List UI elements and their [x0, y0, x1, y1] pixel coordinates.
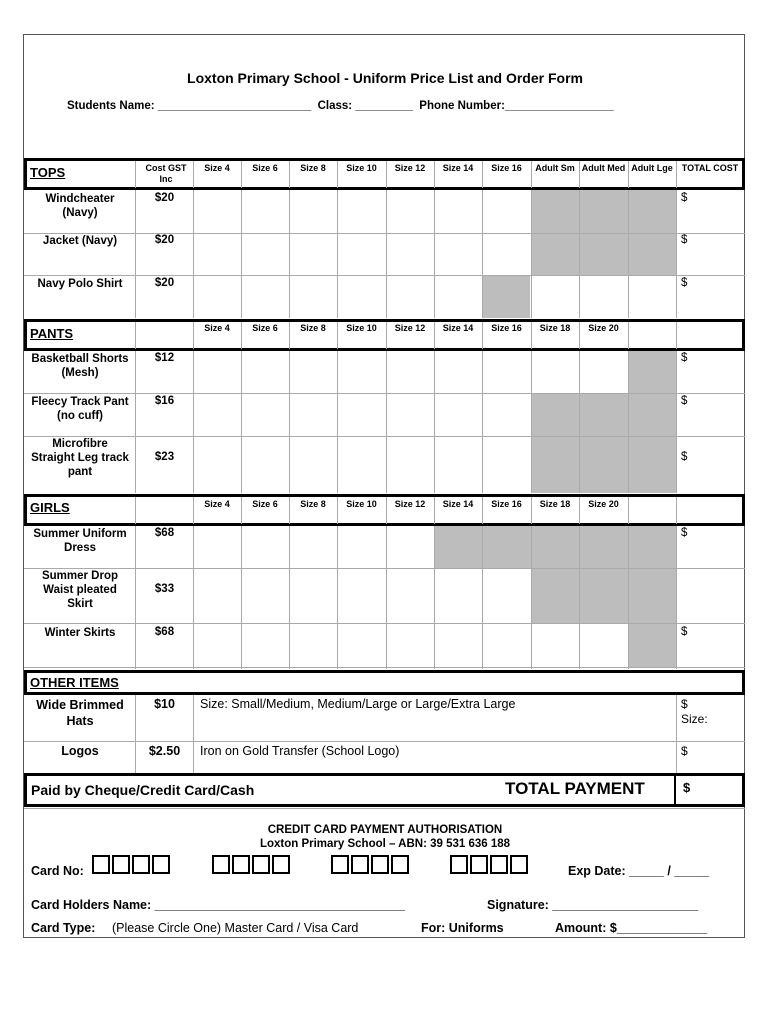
pants-size-header: Size 20: [588, 323, 619, 333]
grid-line: [386, 161, 387, 188]
price-basketball-shorts: $12: [154, 352, 175, 364]
girls-size-header: Size 16: [491, 499, 522, 509]
grid-line: [482, 497, 483, 524]
pants-size-header: Size 14: [442, 323, 474, 333]
girls-size-header: Size 12: [394, 499, 426, 509]
pants-size-header: Size 8: [300, 323, 326, 333]
grid-line: [241, 161, 242, 188]
grid-line: [579, 351, 580, 493]
price-polo: $20: [154, 277, 175, 289]
pants-size-header: Size 4: [204, 323, 230, 333]
grid-line: [386, 190, 387, 318]
student-details-line[interactable]: Students Name: ________________________ Class: _________ Phone Number:_________________: [67, 100, 614, 112]
grid-line: [676, 695, 677, 773]
item-summer-skirt: Summer Drop Waist pleated Skirt: [41, 570, 119, 610]
grid-line: [579, 322, 580, 349]
credit-card-heading: CREDIT CARD PAYMENT AUTHORISATION: [267, 824, 503, 836]
card-number-group-2[interactable]: [212, 855, 292, 877]
grid-line: [193, 322, 194, 349]
total-payment-label: TOTAL PAYMENT: [505, 779, 645, 798]
price-summer-skirt: $33: [154, 583, 175, 595]
girls-size-header: Size 4: [204, 499, 230, 509]
logos-description: Iron on Gold Transfer (School Logo): [200, 744, 400, 758]
grid-line: [579, 190, 580, 318]
grid-line: [241, 322, 242, 349]
amount-field[interactable]: Amount: $_____________: [555, 921, 708, 935]
total-jacket[interactable]: $: [681, 234, 688, 246]
unavailable-cells: [531, 393, 676, 493]
tops-size-header: Size 12: [394, 163, 426, 173]
item-polo: Navy Polo Shirt: [37, 278, 123, 290]
price-windcheater: $20: [154, 192, 175, 204]
total-winter-skirts[interactable]: $: [681, 626, 688, 638]
grid-line: [193, 351, 194, 493]
tops-size-header: Size 6: [252, 163, 278, 173]
tops-size-header: Adult Med: [581, 163, 626, 173]
grid-line: [193, 190, 194, 318]
grid-line: [531, 497, 532, 524]
tops-size-header: Adult Lge: [631, 163, 673, 173]
girls-size-header: Size 20: [588, 499, 619, 509]
grid-line: [482, 161, 483, 188]
price-hats: $10: [154, 697, 175, 711]
grid-line: [628, 351, 629, 493]
exp-date-field[interactable]: Exp Date: _____ / _____: [568, 864, 710, 878]
unavailable-cells: [531, 568, 676, 623]
grid-line: [24, 568, 745, 569]
total-summer-dress[interactable]: $: [681, 527, 688, 539]
price-microfibre-pant: $23: [154, 451, 175, 463]
tops-size-header: Size 10: [346, 163, 377, 173]
tops-size-header: Adult Sm: [535, 163, 575, 173]
grid-line: [337, 322, 338, 349]
grid-line: [386, 497, 387, 524]
price-summer-dress: $68: [154, 527, 175, 539]
grid-line: [676, 161, 677, 188]
grid-line: [135, 161, 136, 188]
total-windcheater[interactable]: $: [681, 192, 688, 204]
grid-line: [241, 497, 242, 524]
grid-line: [434, 351, 435, 493]
grid-line: [24, 741, 745, 742]
tops-size-header: Size 8: [300, 163, 326, 173]
form-title: Loxton Primary School - Uniform Price List and Order Form: [187, 70, 583, 86]
tops-section-title: TOPS: [30, 165, 66, 180]
grid-line: [135, 497, 136, 524]
abn-line: Loxton Primary School – ABN: 39 531 636 188: [259, 838, 511, 850]
grid-line: [628, 526, 629, 669]
for-uniforms-label: For: Uniforms: [421, 921, 504, 935]
grid-line: [628, 322, 629, 349]
grid-line: [193, 161, 194, 188]
price-fleecy-track-pant: $16: [154, 395, 175, 407]
grid-line: [289, 322, 290, 349]
grid-line: [337, 497, 338, 524]
grid-line: [289, 190, 290, 318]
grid-line: [289, 497, 290, 524]
total-fleecy-track-pant[interactable]: $: [681, 395, 688, 407]
grid-line: [193, 695, 194, 773]
grid-line: [676, 322, 677, 349]
other-items-section-title: OTHER ITEMS: [30, 675, 119, 690]
grid-line: [24, 667, 745, 668]
card-type-options[interactable]: (Please Circle One) Master Card / Visa Card: [112, 921, 359, 935]
grid-line: [386, 526, 387, 669]
grid-line: [241, 351, 242, 493]
grid-line: [531, 526, 532, 669]
grid-line: [434, 322, 435, 349]
grid-line: [337, 161, 338, 188]
pants-size-header: Size 16: [491, 323, 522, 333]
grid-line: [482, 526, 483, 669]
grid-line: [135, 190, 136, 318]
grid-line: [676, 190, 677, 318]
grid-line: [24, 233, 745, 234]
grid-line: [24, 393, 745, 394]
item-winter-skirts: Winter Skirts: [44, 627, 116, 639]
grid-line: [628, 190, 629, 318]
grid-line: [482, 190, 483, 318]
girls-size-header: Size 8: [300, 499, 326, 509]
pants-size-header: Size 18: [539, 323, 571, 333]
price-winter-skirts: $68: [154, 626, 175, 638]
grid-line: [135, 526, 136, 669]
item-microfibre-pant: Microfibre Straight Leg track pant: [31, 438, 129, 478]
pants-size-header: Size 10: [346, 323, 377, 333]
price-jacket: $20: [154, 234, 175, 246]
pants-section-title: PANTS: [30, 326, 74, 341]
cost-header: Cost GST Inc: [145, 163, 187, 184]
grid-line: [531, 351, 532, 493]
total-basketball-shorts[interactable]: $: [681, 352, 688, 364]
card-holder-name-field[interactable]: Card Holders Name: ____________________________________: [31, 898, 405, 912]
grid-line: [337, 526, 338, 669]
item-fleecy-track-pant: Fleecy Track Pant (no cuff): [31, 396, 129, 422]
grid-line: [337, 351, 338, 493]
grid-line: [24, 623, 745, 624]
grid-line: [289, 161, 290, 188]
girls-size-header: Size 10: [346, 499, 377, 509]
grid-line: [676, 497, 677, 524]
grid-line: [386, 322, 387, 349]
grid-line: [676, 351, 677, 493]
grid-line: [434, 497, 435, 524]
total-polo[interactable]: $: [681, 277, 688, 289]
total-cost-header: TOTAL COST: [681, 163, 739, 173]
girls-section-title: GIRLS: [30, 500, 70, 515]
item-windcheater: Windcheater (Navy): [45, 193, 115, 219]
paid-by-label: Paid by Cheque/Credit Card/Cash: [31, 782, 255, 798]
signature-field[interactable]: Signature: _____________________: [487, 898, 699, 912]
unavailable-cells: [483, 276, 530, 318]
grid-line: [434, 161, 435, 188]
total-logos[interactable]: $: [681, 744, 688, 758]
grid-line: [531, 190, 532, 318]
hats-size-field[interactable]: Size:: [681, 712, 708, 726]
grid-line: [241, 190, 242, 318]
grid-line: [531, 161, 532, 188]
grid-line: [289, 351, 290, 493]
grid-line: [24, 808, 745, 809]
item-jacket: Jacket (Navy): [42, 235, 118, 247]
grid-line: [135, 322, 136, 349]
grid-line: [193, 526, 194, 669]
grid-line: [579, 161, 580, 188]
unavailable-cells: [628, 351, 676, 393]
grid-line: [24, 275, 745, 276]
tops-size-header: Size 4: [204, 163, 230, 173]
girls-size-header: Size 18: [539, 499, 571, 509]
item-summer-dress: Summer Uniform Dress: [33, 528, 127, 554]
item-logos: Logos: [61, 744, 99, 758]
grid-line: [135, 695, 136, 773]
girls-size-header: Size 14: [442, 499, 474, 509]
item-basketball-shorts: Basketball Shorts (Mesh): [31, 353, 129, 379]
grid-line: [337, 190, 338, 318]
grid-line: [482, 351, 483, 493]
total-hats[interactable]: $: [681, 697, 688, 711]
grid-line: [135, 351, 136, 493]
grid-line: [676, 526, 677, 669]
grid-line: [482, 322, 483, 349]
card-number-group-4[interactable]: [450, 855, 530, 877]
tops-size-header: Size 14: [442, 163, 474, 173]
grid-line: [579, 526, 580, 669]
unavailable-cells: [434, 526, 676, 568]
pants-size-header: Size 6: [252, 323, 278, 333]
hats-size-options: Size: Small/Medium, Medium/Large or Large/Extra Large: [200, 697, 516, 711]
card-number-group-1[interactable]: [92, 855, 172, 877]
grid-line: [434, 526, 435, 669]
card-type-label: Card Type:: [31, 921, 96, 935]
total-payment-value[interactable]: $: [683, 780, 691, 795]
grid-line: [24, 436, 745, 437]
card-no-label: Card No:: [31, 864, 84, 878]
grid-line: [628, 161, 629, 188]
grid-line: [579, 497, 580, 524]
price-logos: $2.50: [148, 744, 181, 758]
girls-size-header: Size 6: [252, 499, 278, 509]
grid-line: [434, 190, 435, 318]
grid-line: [628, 497, 629, 524]
other-items-section-box: [24, 670, 745, 695]
card-number-group-3[interactable]: [331, 855, 411, 877]
grid-line: [386, 351, 387, 493]
total-microfibre-pant[interactable]: $: [681, 451, 688, 463]
item-hats: Wide Brimmed Hats: [36, 698, 124, 728]
grid-line: [289, 526, 290, 669]
grid-line: [531, 322, 532, 349]
unavailable-cells: [628, 623, 676, 667]
pants-size-header: Size 12: [394, 323, 426, 333]
grid-line: [241, 526, 242, 669]
tops-size-header: Size 16: [491, 163, 522, 173]
grid-line: [193, 497, 194, 524]
